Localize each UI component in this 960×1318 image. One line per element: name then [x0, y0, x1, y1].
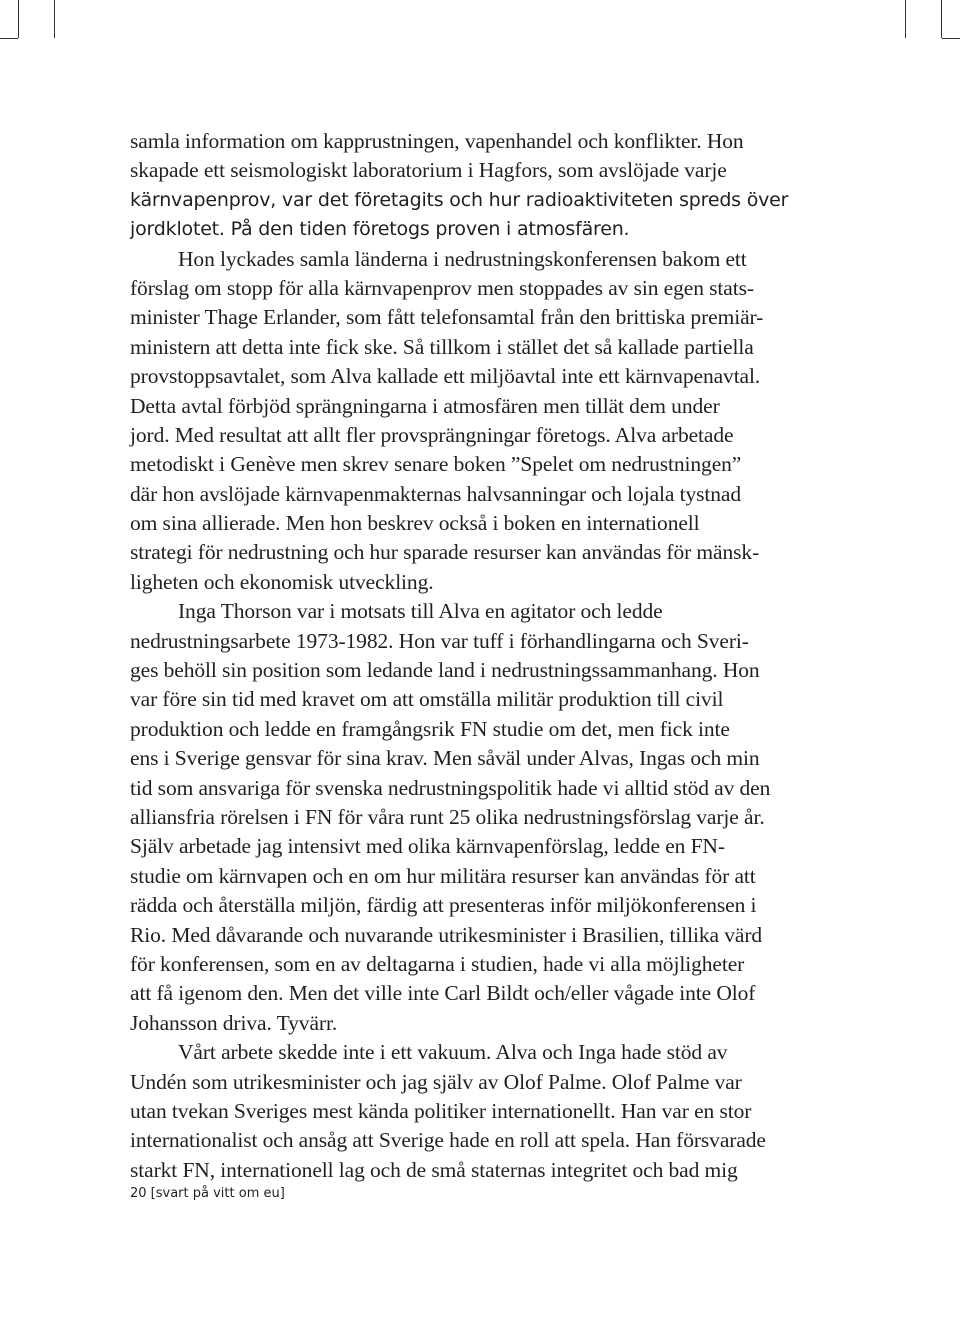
- page-footer: 20 [svart på vitt om eu]: [130, 1186, 285, 1201]
- text-line: ministern att detta inte fick ske. Så tillkom i stället det så kallade partiella: [130, 334, 754, 359]
- text-line: att få igenom den. Men det ville inte Carl Bildt och/eller vågade inte Olof: [130, 981, 756, 1006]
- text-line: tid som ansvariga för svenska nedrustningspolitik hade vi alltid stöd av den: [130, 775, 771, 800]
- text-line: ges behöll sin position som ledande land i nedrustningssammanhang. Hon: [130, 658, 760, 683]
- page-body: [130, 127, 830, 1185]
- text-line: förslag om stopp för alla kärnvapenprov men stoppades av sin egen stats-: [130, 275, 754, 300]
- text-line: ligheten och ekonomisk utveckling.: [130, 569, 434, 594]
- text-line: starkt FN, internationell lag och de små staternas integritet och bad mig: [130, 1157, 738, 1182]
- crop-mark-tr-v2: [941, 0, 942, 38]
- text-line: produktion och ledde en framgångsrik FN studie om det, men fick inte: [130, 716, 730, 741]
- text-line: rädda och återställa miljön, färdig att presenteras inför miljökonferensen i: [130, 893, 757, 918]
- text-line: metodiskt i Genève men skrev senare boken ”Spelet om nedrustningen”: [130, 452, 742, 477]
- text-line: Själv arbetade jag intensivt med olika kärnvapenförslag, ledde en FN-: [130, 834, 725, 859]
- text-line: internationalist och ansåg att Sverige hade en roll att spela. Han försvarade: [130, 1128, 766, 1153]
- text-line: Johansson driva. Tyvärr.: [130, 1010, 338, 1035]
- text-line: var före sin tid med kravet om att omställa militär produktion till civil: [130, 687, 724, 712]
- text-line: Rio. Med dåvarande och nuvarande utrikesminister i Brasilien, tillika värd: [130, 922, 763, 947]
- text-line: studie om kärnvapen och en om hur militära resurser kan användas för att: [130, 863, 756, 888]
- text-line: Hon lyckades samla länderna i nedrustningskonferensen bakom ett: [178, 246, 747, 271]
- text-line: ens i Sverige gensvar för sina krav. Men såväl under Alvas, Ingas och min: [130, 746, 760, 771]
- text-line: provstoppsavtalet, som Alva kallade ett miljöavtal inte ett kärnvapenavtal.: [130, 364, 761, 389]
- text-line: Vårt arbete skedde inte i ett vakuum. Alva och Inga hade stöd av: [178, 1040, 728, 1065]
- text-line: strategi för nedrustning och hur sparade resurser kan användas för mänsk-: [130, 540, 760, 565]
- crop-mark-tr-h: [942, 38, 960, 39]
- crop-mark-tl-h: [0, 38, 18, 39]
- text-line: utan tvekan Sveriges mest kända politiker internationellt. Han var en stor: [130, 1098, 752, 1123]
- text-line: Inga Thorson var i motsats till Alva en agitator och ledde: [178, 599, 663, 624]
- text-line: jord. Med resultat att allt fler provsprängningar företogs. Alva arbetade: [130, 422, 734, 447]
- text-line: där hon avslöjade kärnvapenmakternas halvsanningar och lojala tystnad: [130, 481, 742, 506]
- text-line: för konferensen, som en av deltagarna i studien, hade vi alla möjligheter: [130, 951, 745, 976]
- text-line: Detta avtal förbjöd sprängningarna i atmosfären men tillät dem under: [130, 393, 720, 418]
- text-line: jordklotet. På den tiden företogs proven i atmosfären.: [130, 218, 630, 241]
- crop-mark-tl-v: [18, 0, 19, 38]
- text-line: om sina allierade. Men hon beskrev också i boken en internationell: [130, 511, 700, 536]
- text-line: skapade ett seismologiskt laboratorium i Hagfors, som avslöjade varje: [130, 158, 727, 183]
- text-line: nedrustningsarbete 1973-1982. Hon var tuff i förhandlingarna och Sveri-: [130, 628, 749, 653]
- crop-mark-tl-v2: [54, 0, 55, 38]
- text-line: Undén som utrikesminister och jag själv av Olof Palme. Olof Palme var: [130, 1069, 742, 1094]
- text-line: minister Thage Erlander, som fått telefonsamtal från den brittiska premiär-: [130, 305, 764, 330]
- text-line: alliansfria rörelsen i FN för våra runt 25 olika nedrustningsförslag varje år.: [130, 804, 765, 829]
- crop-mark-tr-v: [905, 0, 906, 38]
- text-line: samla information om kapprustningen, vapenhandel och konflikter. Hon: [130, 129, 744, 153]
- text-line: kärnvapenprov, var det företagits och hur radioaktiviteten spreds över: [130, 188, 789, 211]
